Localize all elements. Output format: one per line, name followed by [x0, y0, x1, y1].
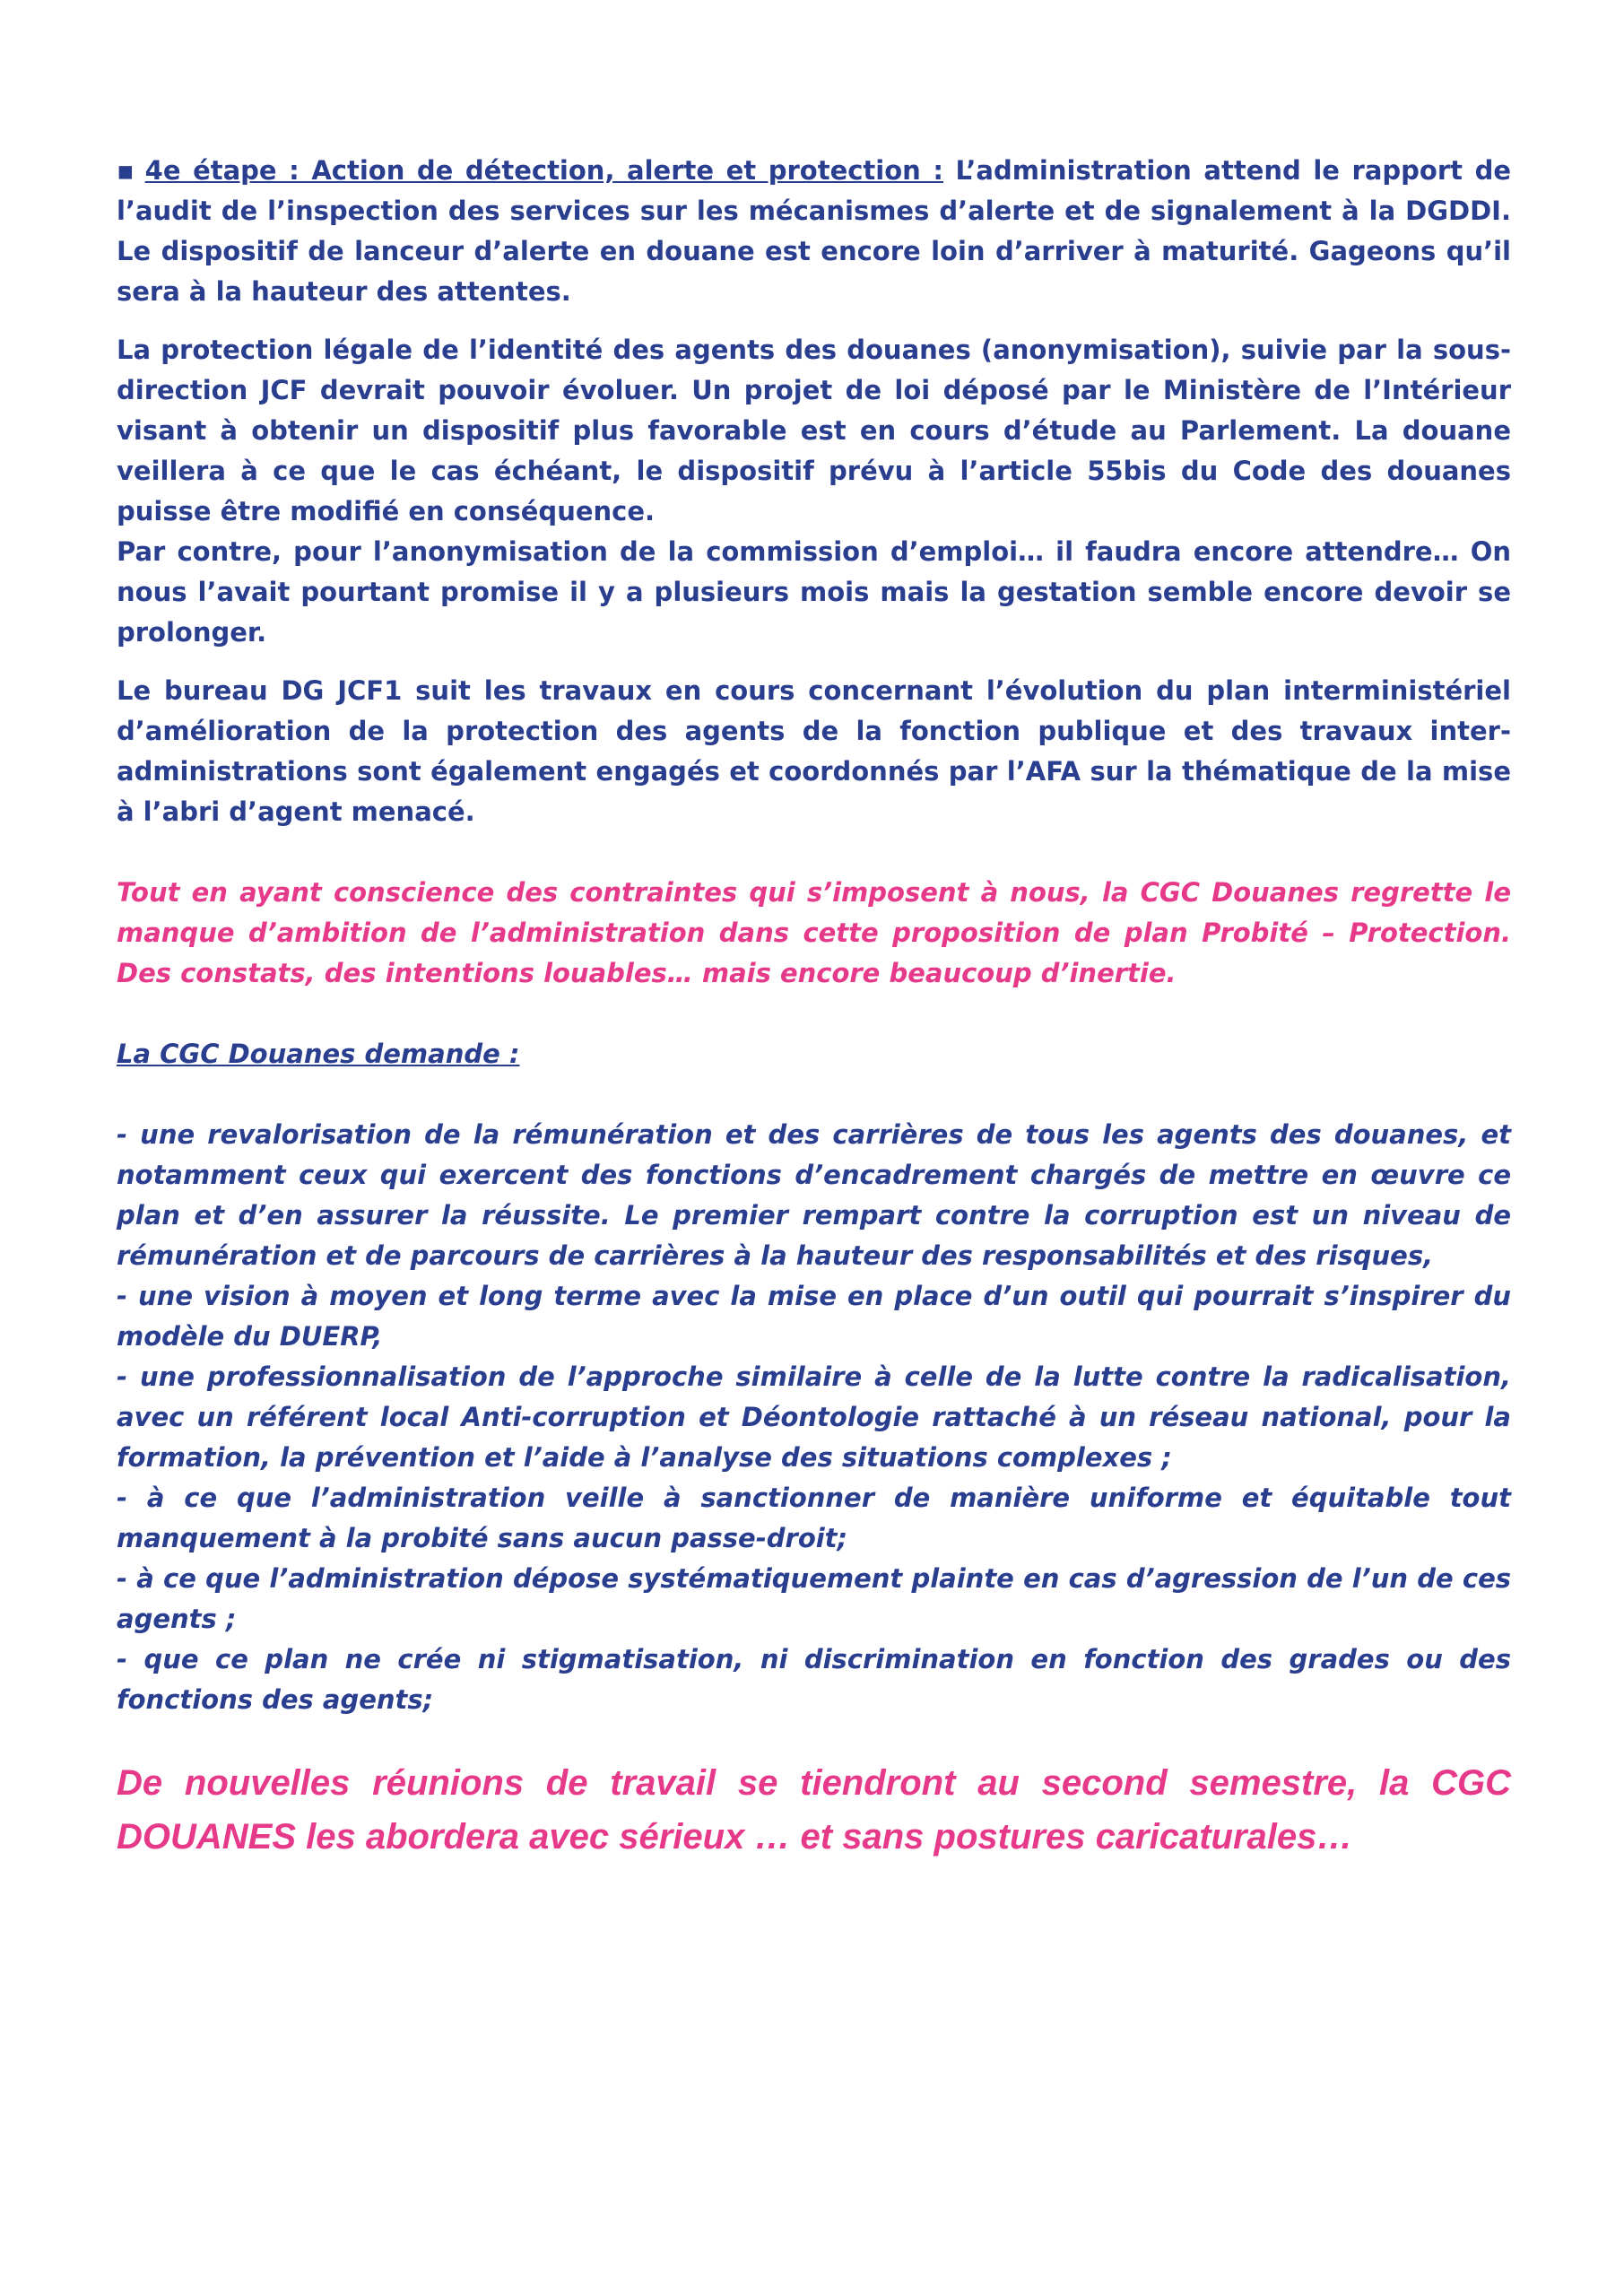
bullet-icon: ▪ — [117, 155, 135, 186]
closing-statement: De nouvelles réunions de travail se tiendront au second semestre, la CGC DOUANES les abordera avec sérieux … et sans postures caricaturales… — [117, 1763, 1511, 1857]
paragraph-bureau: Le bureau DG JCF1 suit les travaux en cours concernant l’évolution du plan interministériel d’amélioration de la protection des agents de la fonction publique et des travaux inter-administrations sont également engagés et coordonnés par l’AFA sur la thématique de la mise à l’abri d’agent menacé. — [117, 675, 1511, 827]
paragraph-anonymisation: La protection légale de l’identité des agents des douanes (anonymisation), suivie par la sous-direction JCF devrait pouvoir évoluer. Un projet de loi déposé par le Ministère de l’Intérieur visant à obtenir un dispositif plus favorable est en cours d’étude au Parlement. La douane veillera à ce que le cas échéant, le dispositif prévu à l’article 55bis du Code des douanes puisse être modifié en conséquence. — [117, 335, 1511, 526]
step-paragraph — [117, 151, 1511, 312]
regret-paragraph: Tout en ayant conscience des contraintes qui s’imposent à nous, la CGC Douanes regrette le manque d’ambition de l’administration dans cette proposition de plan Probité – Protection. Des constats, des intentions louables… mais encore beaucoup d’inertie. — [117, 877, 1511, 988]
document-page — [117, 151, 1511, 1864]
demand-item: - une vision à moyen et long terme avec la mise en place d’un outil qui pourrait s’inspirer du modèle du DUERP, — [117, 1281, 1511, 1352]
demand-item: - que ce plan ne crée ni stigmatisation, ni discrimination en fonction des grades ou des fonctions des agents; — [117, 1644, 1511, 1715]
demand-item: - à ce que l’administration dépose systématiquement plainte en cas d’agression de l’un de ces agents ; — [117, 1563, 1511, 1634]
demands-list — [117, 1115, 1511, 1720]
demand-item: - une revalorisation de la rémunération et des carrières de tous les agents des douanes, et notamment ceux qui exercent des fonctions d’encadrement chargés de mettre en œuvre ce plan et d’en assurer la réussite. Le premier rempart contre la corruption est un niveau de rémunération et de parcours de carrières à la hauteur des responsabilités et des risques, — [117, 1119, 1511, 1271]
demand-item: - une professionnalisation de l’approche similaire à celle de la lutte contre la radicalisation, avec un référent local Anti-corruption et Déontologie rattaché à un réseau national, pour la formation, la prévention et l’aide à l’analyse des situations complexes ; — [117, 1361, 1511, 1473]
demands-heading — [117, 1034, 1511, 1074]
paragraph-commission: Par contre, pour l’anonymisation de la commission d’emploi… il faudra encore attendre… On nous l’avait pourtant promise il y a plusieurs mois mais la gestation semble encore devoir se prolonger. — [117, 536, 1511, 648]
step-text: L’administration attend le rapport de l’audit de l’inspection des services sur les mécanismes d’alerte et de signalement à la DGDDI. Le dispositif de lanceur d’alerte en douane est encore loin d’arriver à maturité. Gageons qu’il sera à la hauteur des attentes. — [117, 155, 1511, 307]
demand-item: - à ce que l’administration veille à sanctionner de manière uniforme et équitable tout manquement à la probité sans aucun passe-droit; — [117, 1483, 1511, 1553]
step-heading: 4e étape : Action de détection, alerte et protection : — [144, 155, 943, 186]
demands-heading-text: La CGC Douanes demande : — [117, 1039, 520, 1069]
